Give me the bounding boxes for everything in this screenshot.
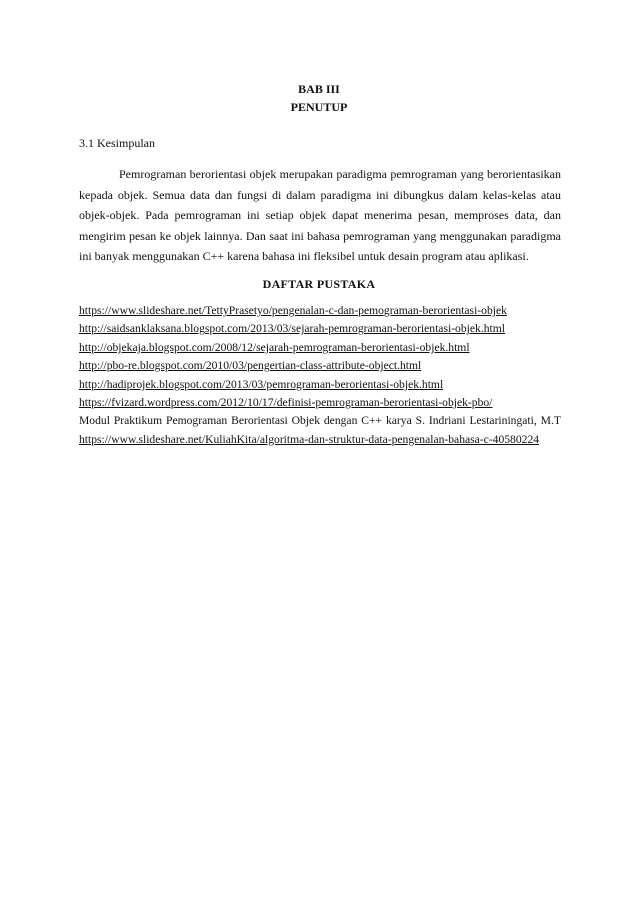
reference-link[interactable]: https://www.slideshare.net/KuliahKita/algoritma-dan-struktur-data-pengenalan-bahasa-c-40580224 bbox=[79, 432, 540, 446]
reference-item bbox=[79, 431, 561, 449]
reference-link[interactable]: http://objekaja.blogspot.com/2008/12/sejarah-pemrograman-berorientasi-objek.html bbox=[79, 340, 470, 354]
chapter-number: BAB III bbox=[298, 82, 340, 96]
chapter-header bbox=[0, 80, 638, 116]
references-heading: DAFTAR PUSTAKA bbox=[262, 277, 376, 291]
reference-link[interactable]: https://fvizard.wordpress.com/2012/10/17/definisi-pemrograman-berorientasi-objek-pbo/ bbox=[79, 396, 493, 410]
reference-link[interactable]: http://hadiprojek.blogspot.com/2013/03/pemrograman-berorientasi-objek.html bbox=[79, 377, 444, 391]
reference-link[interactable]: http://pbo-re.blogspot.com/2010/03/pengertian-class-attribute-object.html bbox=[79, 359, 422, 373]
reference-item bbox=[79, 320, 561, 338]
reference-item bbox=[79, 394, 561, 412]
reference-link[interactable]: https://www.slideshare.net/TettyPrasetyo/pengenalan-c-dan-pemograman-berorientasi-objek bbox=[79, 304, 507, 317]
chapter-title: PENUTUP bbox=[290, 100, 348, 114]
reference-text: Modul Praktikum Pemograman Berorientasi Objek dengan C++ karya S. Indriani Lestariningati, M.T bbox=[79, 414, 561, 428]
reference-link[interactable]: http://saidsanklaksana.blogspot.com/2013/03/sejarah-pemrograman-berorientasi-objek.html bbox=[79, 322, 505, 336]
reference-item bbox=[79, 376, 561, 394]
references-list bbox=[79, 302, 561, 449]
section-heading: 3.1 Kesimpulan bbox=[79, 136, 155, 150]
reference-item bbox=[79, 412, 561, 430]
reference-item bbox=[79, 302, 561, 320]
reference-item bbox=[79, 339, 561, 357]
conclusion-paragraph: Pemrograman berorientasi objek merupakan paradigma pemrograman yang berorientasikan kepada objek. Semua data dan fungsi di dalam paradigma ini dibungkus dalam kelas-kelas atau objek-objek. Pada pemrograman ini setiap objek dapat menerima pesan, memproses data, dan mengirim pesan ke objek lainnya. Dan saat ini bahasa pemrograman yang menggunakan paradigma ini banyak menggunakan C++ karena bahasa ini fleksibel untuk desain program atau aplikasi. bbox=[79, 167, 561, 264]
reference-item bbox=[79, 357, 561, 375]
